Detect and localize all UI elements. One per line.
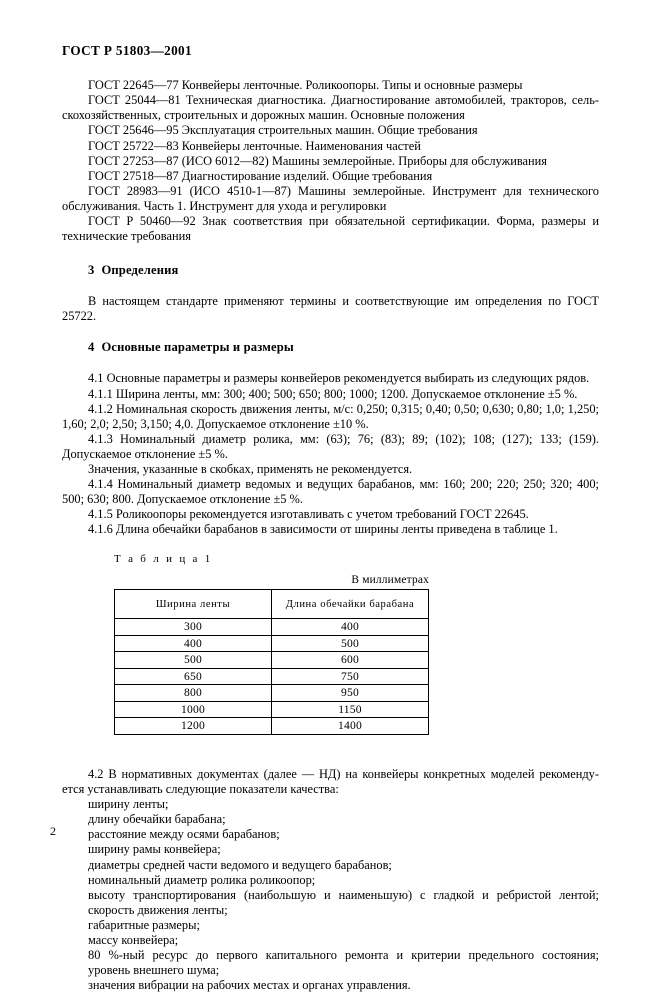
clause-4-1-2: 4.1.2 Номинальная скорость движения ленты, м/с: 0,250; 0,315; 0,40; 0,50; 0,630; 0,80; 1,0; 1,250; 1,60; 2,0; 2,50; 3,150; 4,0. Допускаемое отклонение ±10 %.: [62, 401, 599, 431]
reference-line: ГОСТ Р 50460—92 Знак соответствия при обязательной сертификации. Форма, размеры и технические требования: [62, 214, 599, 244]
list-item: длину обечайки барабана;: [88, 812, 226, 827]
cell-shell-length: 750: [272, 668, 429, 685]
table-caption: Т а б л и ц а 1: [114, 553, 213, 566]
list-item: скорость движения ленты;: [88, 902, 228, 917]
clause-note-brackets: Значения, указанные в скобках, применять не рекомендуется.: [88, 461, 413, 476]
list-item: ширину ленты;: [88, 797, 169, 812]
clause-4-1: 4.1 Основные параметры и размеры конвейеров рекомендуется выбирать из следующих рядов.: [88, 371, 590, 386]
section-number: 4: [88, 340, 95, 355]
table-body: [115, 619, 429, 735]
reference-line: ГОСТ 22645—77 Конвейеры ленточные. Роликоопоры. Типы и основные размеры: [88, 78, 523, 93]
list-item: расстояние между осями барабанов;: [88, 827, 280, 842]
list-item: высоту транспортирования (наибольшую и наименьшую) с гладкой и ребристой лентой;: [88, 887, 599, 902]
section-title: Основные параметры и размеры: [101, 340, 294, 355]
cell-belt-width: 650: [115, 668, 272, 685]
page-content: [62, 44, 599, 993]
reference-line: ГОСТ 25044—81 Техническая диагностика. Диагностирование автомобилей, тракторов, сель-скохозяйственных, строительных и дорожных машин. Основные положения: [62, 93, 599, 123]
cell-belt-width: 1000: [115, 701, 272, 718]
clause-4-1-5: 4.1.5 Роликоопоры рекомендуется изготавливать с учетом требований ГОСТ 22645.: [88, 507, 529, 522]
cell-shell-length: 1150: [272, 701, 429, 718]
cell-belt-width: 500: [115, 652, 272, 669]
cell-belt-width: 800: [115, 685, 272, 702]
parameters-clauses: [62, 371, 599, 537]
table-row: [115, 701, 429, 718]
table-column-header-belt-width: Ширина ленты: [115, 590, 272, 619]
referenced-standards-list: [62, 78, 599, 244]
list-item: габаритные размеры;: [88, 917, 200, 932]
cell-shell-length: 950: [272, 685, 429, 702]
reference-line: ГОСТ 27518—87 Диагностирование изделий. Общие требования: [88, 168, 433, 183]
section-title: Определения: [101, 263, 179, 278]
reference-line: ГОСТ 25722—83 Конвейеры ленточные. Наименования частей: [88, 138, 421, 153]
reference-line: ГОСТ 28983—91 (ИСО 4510-1—87) Машины землеройные. Инструмент для технического обслуживания. Часть 1. Инструмент для ухода и регулировки: [62, 183, 599, 213]
clause-4-1-6: 4.1.6 Длина обечайки барабанов в зависимости от ширины ленты приведена в таблице 1.: [88, 522, 558, 537]
table-row: [115, 668, 429, 685]
cell-belt-width: 1200: [115, 718, 272, 735]
list-item: диаметры средней части ведомого и ведущего барабанов;: [88, 857, 392, 872]
cell-belt-width: 300: [115, 619, 272, 636]
list-item: ширину рамы конвейера;: [88, 842, 221, 857]
clause-4-1-1: 4.1.1 Ширина ленты, мм: 300; 400; 500; 650; 800; 1000; 1200. Допускаемое отклонение ±5 %.: [88, 386, 578, 401]
table-row: [115, 718, 429, 735]
cell-shell-length: 1400: [272, 718, 429, 735]
standard-title: ГОСТ Р 51803—2001: [62, 43, 192, 58]
clause-4-1-3: 4.1.3 Номинальный диаметр ролика, мм: (63); 76; (83); 89; (102); 108; (127); 133; (159). Допускаемое отклонение ±5 %.: [62, 431, 599, 461]
clause-4-1-4: 4.1.4 Номинальный диаметр ведомых и ведущих барабанов, мм: 160; 200; 220; 250; 320; 400; 500; 630; 800. Допускаемое отклонение ±5 %.: [62, 477, 599, 507]
reference-line: ГОСТ 25646—95 Эксплуатация строительных машин. Общие требования: [88, 123, 478, 138]
cell-shell-length: 500: [272, 635, 429, 652]
page-number: 2: [50, 824, 56, 838]
table-row: [115, 619, 429, 636]
definitions-paragraph: В настоящем стандарте применяют термины и соответствующие им определения по ГОСТ 25722.: [62, 294, 599, 324]
quality-indicator-list: [62, 797, 599, 993]
clause-4-2-intro: 4.2 В нормативных документах (далее — НД) на конвейеры конкретных моделей рекоменду-ется устанавливать следующие показатели качества:: [62, 766, 599, 797]
table-block: [114, 553, 429, 735]
list-item: уровень внешнего шума;: [88, 963, 220, 978]
cell-shell-length: 600: [272, 652, 429, 669]
section-heading-definitions: [62, 263, 599, 278]
reference-line: ГОСТ 27253—87 (ИСО 6012—82) Машины землеройные. Приборы для обслуживания: [88, 153, 547, 168]
table-row: [115, 635, 429, 652]
list-item: значения вибрации на рабочих местах и органах управления.: [88, 978, 411, 993]
drum-shell-length-table: [114, 589, 429, 735]
list-item: массу конвейера;: [88, 932, 179, 947]
list-item: номинальный диаметр ролика роликоопор;: [88, 872, 316, 887]
table-column-header-shell-length: Длина обечайки барабана: [272, 590, 429, 619]
table-units-note: В миллиметрах: [351, 574, 429, 587]
list-item: 80 %-ный ресурс до первого капитального ремонта и критерии предельного состояния;: [88, 948, 599, 963]
section-number: 3: [88, 263, 95, 278]
table-header-row: [115, 590, 429, 619]
table-row: [115, 652, 429, 669]
table-row: [115, 685, 429, 702]
section-heading-parameters: [62, 340, 599, 355]
cell-belt-width: 400: [115, 635, 272, 652]
cell-shell-length: 400: [272, 619, 429, 636]
